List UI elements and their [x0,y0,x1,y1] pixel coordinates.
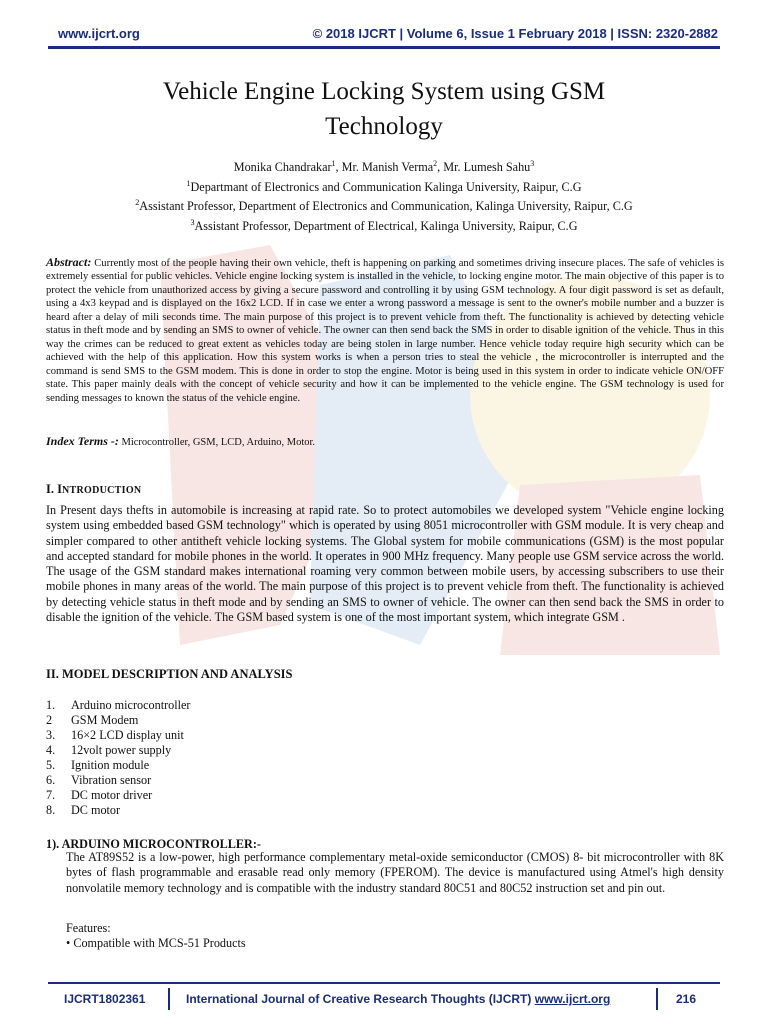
index-terms-label: Index Terms -: [46,434,119,448]
footer-separator [168,988,170,1010]
paper-title [60,74,708,144]
arduino-paragraph: The AT89S52 is a low-power, high performance complementary metal-oxide semiconductor (CMOS) 8- bit microcontroller with 8K bytes of flash programmable and erasable read only memory (FPEROM). The device is manufactured using Atmel's high density nonvolatile memory technology and is compatible with the industry standard 80C51 and 80C52 instruction set and pin out. [66,850,724,895]
footer-divider [48,982,720,984]
footer-separator [656,988,658,1010]
index-terms [46,434,315,449]
author-name: Mr. Manish Verma [341,160,434,175]
footer-page-number: 216 [675,992,696,1006]
feature-item: • Compatible with MCS-51 Products [66,936,246,951]
introduction-paragraph: In Present days thefts in automobile is increasing at rapid rate. So to protect automobiles we developed system "Vehicle engine locking system using embedded based GSM technology" which is operated by using 8051 microcontroller with GSM module. It is very cheap and simpler compared to other antitheft vehicle locking systems. The Global system for mobile communications (GSM) is the most popular and accepted standard for mobile phones in the world. It operates in 900 MHz frequency. Many people use GSM service across the world. The usage of the GSM standard makes international roaming very common between mobile users, by accessing subscribers to use their mobile phones in many areas of the world. The main purpose of this project is to prevent vehicle from theft. The functionality is achieved by detecting vehicle status in theft mode and by sending an SMS to owner of vehicle. The owner can then send back the SMS in order to disable the ignition of the vehicle. The GSM based system is one of the most important system, which integrate GSM . [46,503,724,625]
author-block [60,156,708,234]
abstract-label: Abstract: [46,255,92,269]
component-list [46,698,190,818]
author-name: Monika Chandrakar [233,160,332,175]
list-item: 1. Arduino microcontroller [46,698,191,712]
features-label: Features: [66,921,111,935]
footer-paper-id: IJCRT1802361 [64,992,146,1006]
abstract-text: Currently most of the people having their own vehicle, theft is happening on parking and sometimes driving insecure places. The safe of vehicles is extremely essential for public vehicles. Vehicle engine locking system is installed in the vehicle, to locking engine motor. The main objective of this paper is to protect the vehicle from unauthorized access by giving a secure password and controlling it by using GSM technology. A four digit password is set as default, using a 4x3 keypad and is displayed on the 16x2 LCD. If in case we enter a wrong password a message is sent to the owner's mobile number and a buzzer is heard after a delay of mili seconds time. The main purpose of this project is to prevent vehicle from theft. The functionality is achieved by detecting vehicle status in theft mode and by sending an SMS to owner of vehicle. The owner can then send back the SMS in order to disable ignition of the vehicle. Thus in this way the crimes can be reduced to great extent as vehicles today are being stolen in large number. Hence vehicle today require high security which can be achieved with the help of this application. How this system works is when a person tries to steal the vehicle , the microcontroller is interrupted and the command is send SMS to the GSM modem. This is done in order to stop the engine. Motor is being used in this system in order to indicate vehicle ON/OFF state. This paper mainly deals with the concept of vehicle security and how it can be implemented to the vehicle engine. The GSM technology is used for sending messages to known the status of the vehicle engine. [46,258,724,404]
list-item: 4. 12volt power supply [46,743,172,758]
header-divider [48,46,720,49]
page-footer [48,988,720,1010]
section-heading-introduction: I. INTRODUCTION [46,482,142,496]
abstract-paragraph [46,256,724,405]
list-item: 3. 16×2 LCD display unit [46,728,184,743]
header-site-link[interactable]: www.ijcrt.org [58,26,140,41]
subsection-heading-arduino: 1). ARDUINO MICROCONTROLLER:- [46,837,261,851]
header-journal-info: © 2018 IJCRT | Volume 6, Issue 1 February 2018 | ISSN: 2320-2882 [312,26,718,41]
title-line-2: Technology [325,113,443,140]
list-item: 8. DC motor [46,803,121,818]
author-list: Monika Chandrakar$^1$, Mr. Manish Verma$^2$, Mr. Lumesh Sahu$^3$ [233,159,535,175]
list-item: 2 GSM Modem [46,713,139,728]
list-item: 6. Vibration sensor [46,773,152,788]
affiliation: $^3$Assistant Professor, Department of Electrical, Kalinga University, Raipur, C.G [190,217,578,233]
author-name: Mr. Lumesh Sahu [443,160,531,175]
page-header [48,20,720,44]
affiliation: $^1$Departmant of Electronics and Communication Kalinga University, Raipur, C.G [186,178,582,194]
title-line-1: Vehicle Engine Locking System using GSM [162,78,606,105]
features-block [66,921,246,952]
footer-journal: International Journal of Creative Research Thoughts (IJCRT) www.ijcrt.org [186,992,611,1006]
list-item: 7. DC motor driver [46,788,153,803]
affiliation: $^2$Assistant Professor, Department of Electronics and Communication, Kalinga University, Raipur, C.G [135,198,633,214]
footer-journal-link[interactable]: www.ijcrt.org [534,992,611,1006]
section-heading-model: II. MODEL DESCRIPTION AND ANALYSIS [46,667,293,681]
index-terms-text: Microcontroller, GSM, LCD, Arduino, Motor. [121,437,316,448]
list-item: 5. Ignition module [46,758,150,773]
